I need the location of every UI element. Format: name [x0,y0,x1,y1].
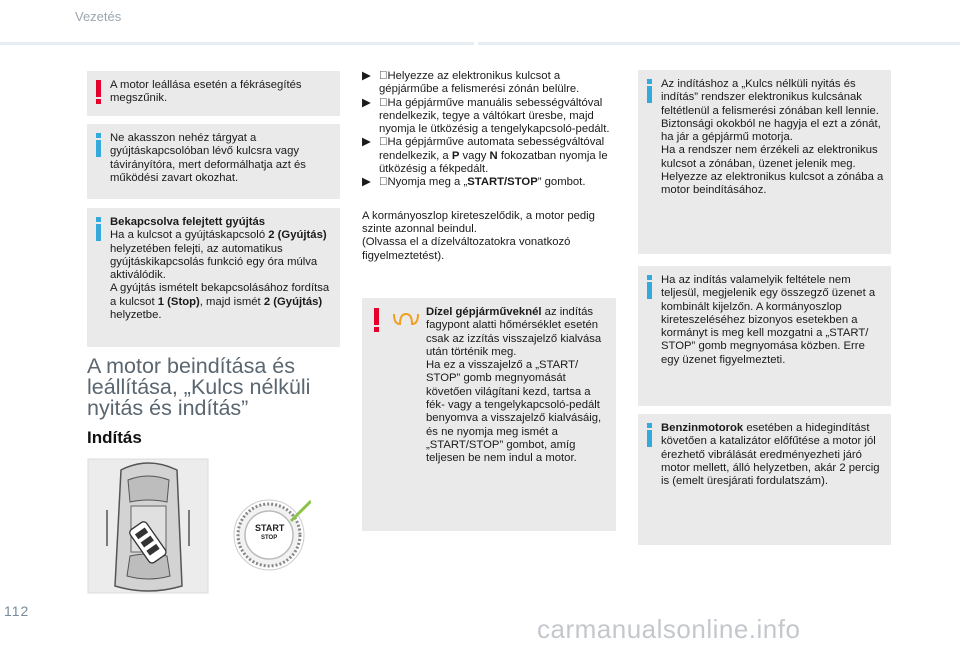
info-i-icon [94,217,103,241]
arrow-bullet-icon: ▶ [362,96,371,109]
info-ignition-pos2: 2 (Gyújtás) [263,295,323,308]
info-keyless-text: Az indításhoz a „Kulcs nélküli nyitás és indítás” rendszer elektronikus kulcsának feltétlenül a felismerési zónában kell lennie. Biztonsági okokból ne hagyja el ezt a zónát, ha jár a gépjármű motorja. [661,78,881,144]
info-ignition-text: helyzetbe. [110,309,162,322]
step-item [362,176,616,189]
info-ignition-pos1: 1 (Stop) [157,295,200,308]
step-text: Nyomja meg a „ [387,176,468,189]
step-text: Ha gépjárműve manuális sebességváltóval rendelkezik, tegye a váltókart üresbe, majd nyomja le ütközésig a tengelykapcsoló-pedált. [379,96,610,136]
page-number: 112 [4,603,30,619]
info-ignition-text: helyzetében felejti, az automatikus gyújtáskikapcsolás funkció egy óra múlva aktiválódik. [110,242,318,282]
gear-p: P [451,149,460,162]
info-ignition-text: Ha a kulcsot a gyújtáskapcsoló [110,229,269,242]
diesel-text: az indítás fagypont alatti hőmérséklet esetén csak az izzítás visszajelző kialvása után történik meg. [426,306,602,358]
info-i-icon [94,133,103,157]
warning-box-brake [87,71,340,116]
info-box-petrol [638,414,891,545]
info-ignition-text: A gyújtás ismételt bekapcsolásához fordítsa a kulcsot [110,282,330,308]
arrow-bullet-icon: ▶ [362,176,371,189]
info-ignition-pos2: 2 (Gyújtás) [268,229,327,242]
step-item [362,136,616,176]
info-i-icon [645,79,654,103]
watermark: carmanualsonline.info [537,614,801,644]
step-text: Ha gépjárműve automata sebességváltóval rendelkezik, a [379,136,605,162]
gear-n: N [489,149,498,162]
step-text: ” gombot. [537,176,586,189]
arrow-bullet-icon: ▶ [362,70,371,82]
result-text: A kormányoszlop kireteszelődik, a motor pedig szinte azonnal beindul. [362,209,595,235]
info-box-keyless [638,70,891,254]
page-header-title: Vezetés [75,9,122,24]
step-text: Helyezze az elektronikus kulcsot a gépjárműbe a felismerési zónán belülre. [379,70,580,96]
warning-exclamation-icon [94,80,103,104]
info-conditions-text: Ha az indítás valamelyik feltétele nem teljesül, megjelenik egy összegző üzenet a kombinált kijelzőn. A kormányoszlop kireteszeléséhez bizonyos esetekben a kormányt is meg kell mozgatni a „START/ STOP” gomb megnyomása közben. Erre egy üzenet figyelmezteti. [661,274,876,366]
diesel-warning-box [362,298,616,531]
step-item [362,97,616,137]
info-box-ignition [87,208,340,347]
glow-plug-icon [392,312,420,328]
step-text: vagy [459,149,490,162]
info-i-icon [645,423,654,447]
info-ignition-text: , majd ismét [199,295,264,308]
info-ignition-title: Bekapcsolva felejtett gyújtás [110,216,266,228]
start-stop-label: START/STOP [467,176,538,189]
diesel-text-2: Ha ez a visszajelző a „START/ STOP” gomb megnyomását követően világítani kezd, tartsa a fék- vagy a tengelykapcsoló-pedált benyomva a visszajelző kialvásáig, és ne nyomja meg ismét a „START/STOP” gombot, amíg teljesen be nem indul a motor. [426,359,602,465]
info-box-key [87,124,340,199]
header-divider [0,42,474,45]
step-text: fokozatban nyomja le ütközésig a fékpedált. [379,149,608,176]
warning-exclamation-icon [372,308,381,332]
info-keyless-text-2: Ha a rendszer nem érzékeli az elektronikus kulcsot a zónában, üzenet jelenik meg. Helyezze az elektronikus kulcsot a zónába a motor beindításához. [661,144,884,197]
stop-label: STOP [261,535,278,541]
arrow-bullet-icon: ▶ [362,136,371,149]
step-item [362,70,616,97]
info-box-conditions [638,266,891,406]
header-divider-right [478,42,960,45]
info-petrol-text: esetében a hidegindítást követően a katalizátor előfűtése a motor jól érezhető vibrálását eredményezheti járó motor mellett, álló helyzetben, akár 2 percig is (emelt üresjárati fordulatszám). [661,422,880,488]
result-note: (Olvassa el a dízelváltozatokra vonatkozó figyelmeztetést). [362,236,571,262]
start-steps [362,70,616,263]
section-subtitle: Indítás [87,428,142,447]
diesel-title: Dízel gépjárműveknél [426,306,542,318]
section-title: A motor beindítása és leállítása, „Kulcs nélküli nyitás és indítás” [87,354,311,420]
car-keyless-illustration [87,458,209,594]
start-stop-button-illustration [231,493,311,573]
start-label: START [255,523,285,533]
warning-text: A motor leállása esetén a fékrásegítés megszűnik. [110,79,302,105]
info-petrol-title: Benzinmotorok [661,422,744,434]
info-i-icon [645,275,654,299]
info-text-key: Ne akasszon nehéz tárgyat a gyújtáskapcsolóban lévő kulcsra vagy távirányítóra, mert deformálhatja azt és működési zavart okozhat. [110,132,306,184]
